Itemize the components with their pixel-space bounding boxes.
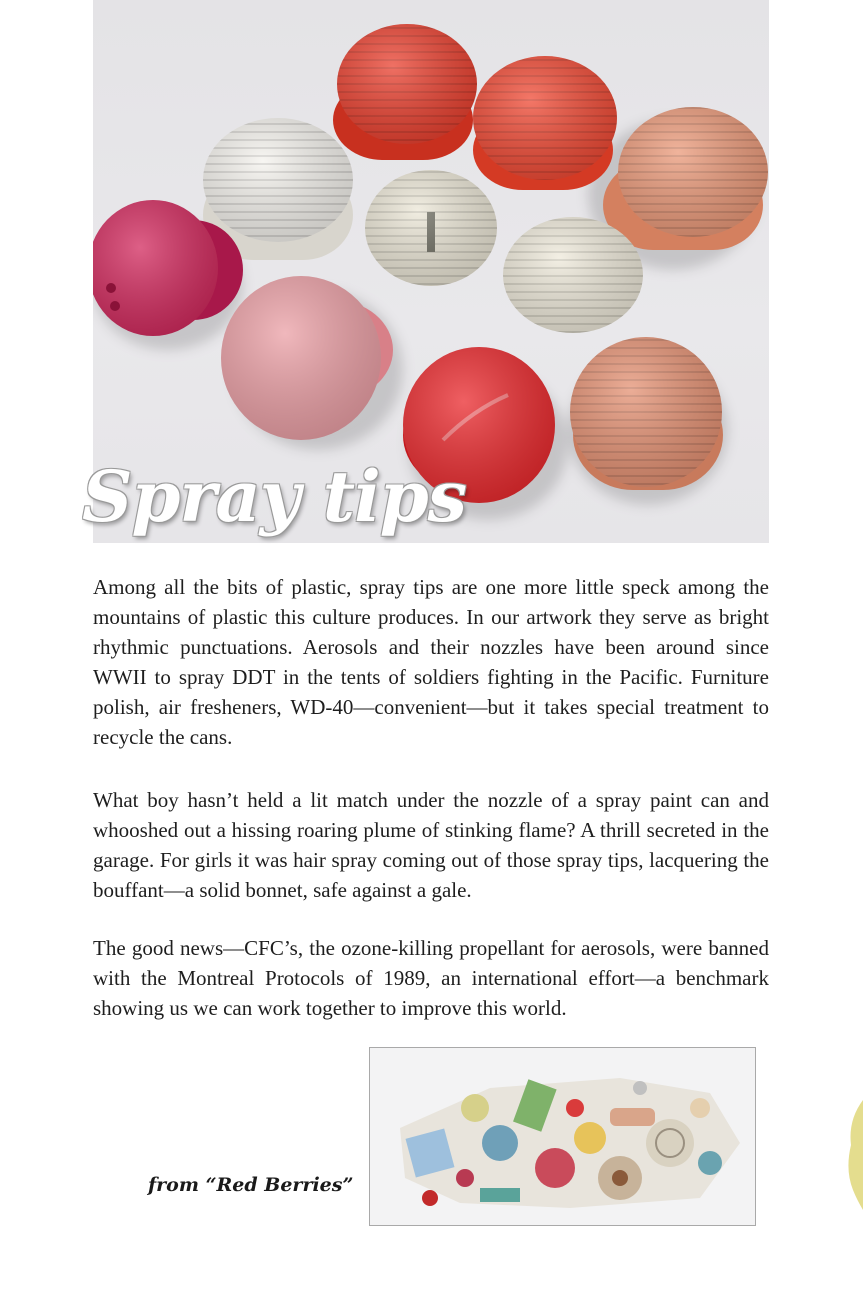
red-berries-artwork-thumbnail	[369, 1047, 756, 1226]
spray-tip-cream-right	[503, 217, 643, 333]
spray-tip-white	[203, 118, 353, 242]
spray-tip-red-top	[337, 24, 477, 144]
spray-tip-cream-center	[365, 170, 497, 286]
spray-tip-salmon-bottom	[570, 337, 722, 487]
page-title: Spray tips	[82, 455, 467, 538]
paragraph-good-news: The good news—CFC’s, the ozone-killing propellant for aerosols, were banned with the Montreal Protocols of 1989, an international effort—a benchmark showing us we can work together to improve this world.	[93, 936, 769, 1020]
paragraph-intro: Among all the bits of plastic, spray tips are one more little speck among the mountains of plastic this culture produces. In our artwork they serve as bright rhythmic punctuations. Aerosols and their nozzles have been around since WWII to spray DDT in the tents of soldiers fighting in the Pacific. Furniture polish, air fresheners, WD-40—convenient—but it takes special treatment to recycle the cans.	[93, 575, 769, 749]
spray-tip-salmon-top	[618, 107, 768, 237]
spray-tip-pink	[221, 276, 381, 440]
artwork-caption: from “Red Berries”	[148, 1174, 354, 1196]
paragraph-memories: What boy hasn’t held a lit match under the nozzle of a spray paint can and whooshed out a hissing roaring plume of stinking flame? A thrill secreted in the garage. For girls it was hair spray coming out of those spray tips, lacquering the bouffant—a solid bonnet, safe against a gale.	[93, 788, 769, 902]
spray-tip-magenta	[93, 200, 218, 336]
spray-tip-orange-red	[473, 56, 617, 180]
page-edge-decoration	[843, 1100, 863, 1210]
